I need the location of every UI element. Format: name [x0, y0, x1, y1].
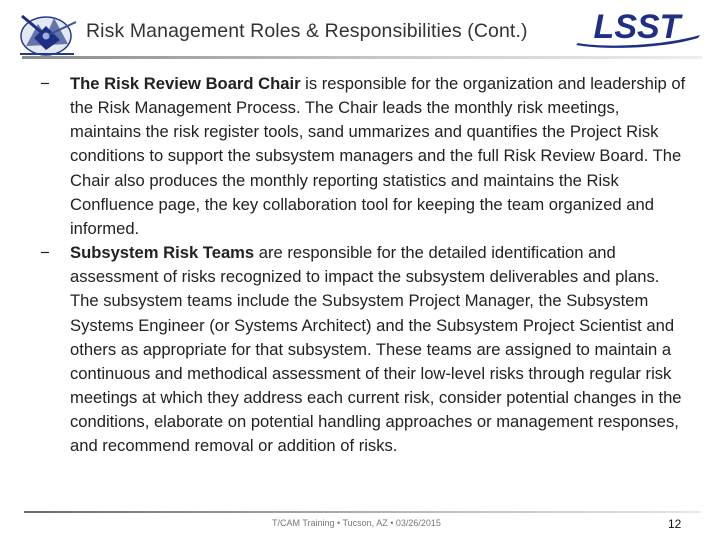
slide-title: Risk Management Roles & Responsibilities (Cont.): [86, 20, 528, 42]
bullet-item: [40, 72, 690, 241]
title-divider: [22, 56, 702, 59]
bullet-text: is responsible for the organization and leadership of the Risk Management Process. The Chair leads the monthly risk meetings, maintains the risk register tools, sand ummarizes and quantifies the Project Risk conditions to support the subsystem managers and the full Risk Review Board. The Chair also produces the monthly reporting statistics and maintains the Risk Confluence page, the key collaboration tool for keeping the team organized and informed.: [70, 74, 686, 238]
lsst-logo-icon: [574, 10, 704, 48]
bullet-dash: −: [40, 74, 50, 93]
footer-divider: [24, 511, 700, 513]
bullet-bold-lead: Subsystem Risk Teams: [70, 243, 255, 263]
footer-text: T/CAM Training • Tucson, AZ • 03/26/2015: [272, 518, 441, 528]
bullet-dash: −: [40, 243, 50, 263]
bullet-item: [40, 241, 690, 458]
lsst-logo-text: LSST: [593, 10, 681, 46]
bullet-list: [40, 72, 690, 459]
observatory-logo-icon: [16, 8, 80, 60]
bullet-bold-lead: The Risk Review Board Chair: [70, 74, 301, 93]
bullet-text: are responsible for the detailed identification and assessment of risks recognized to impact the subsystem deliverables and plans. The subsystem teams include the Subsystem Project Manager, the Subsystem Systems Engineer (or Systems Architect) and the Subsystem Project Scientist and others as appropriate for that subsystem. These teams are assigned to maintain a continuous and methodical assessment of their low-level risks through regular risk meetings at which they address each current risk, consider potential changes in the conditions, elaborate on potential handling approaches or management responses, and recommend removal or addition of risks.: [70, 243, 682, 456]
page-number: 12: [668, 517, 682, 531]
